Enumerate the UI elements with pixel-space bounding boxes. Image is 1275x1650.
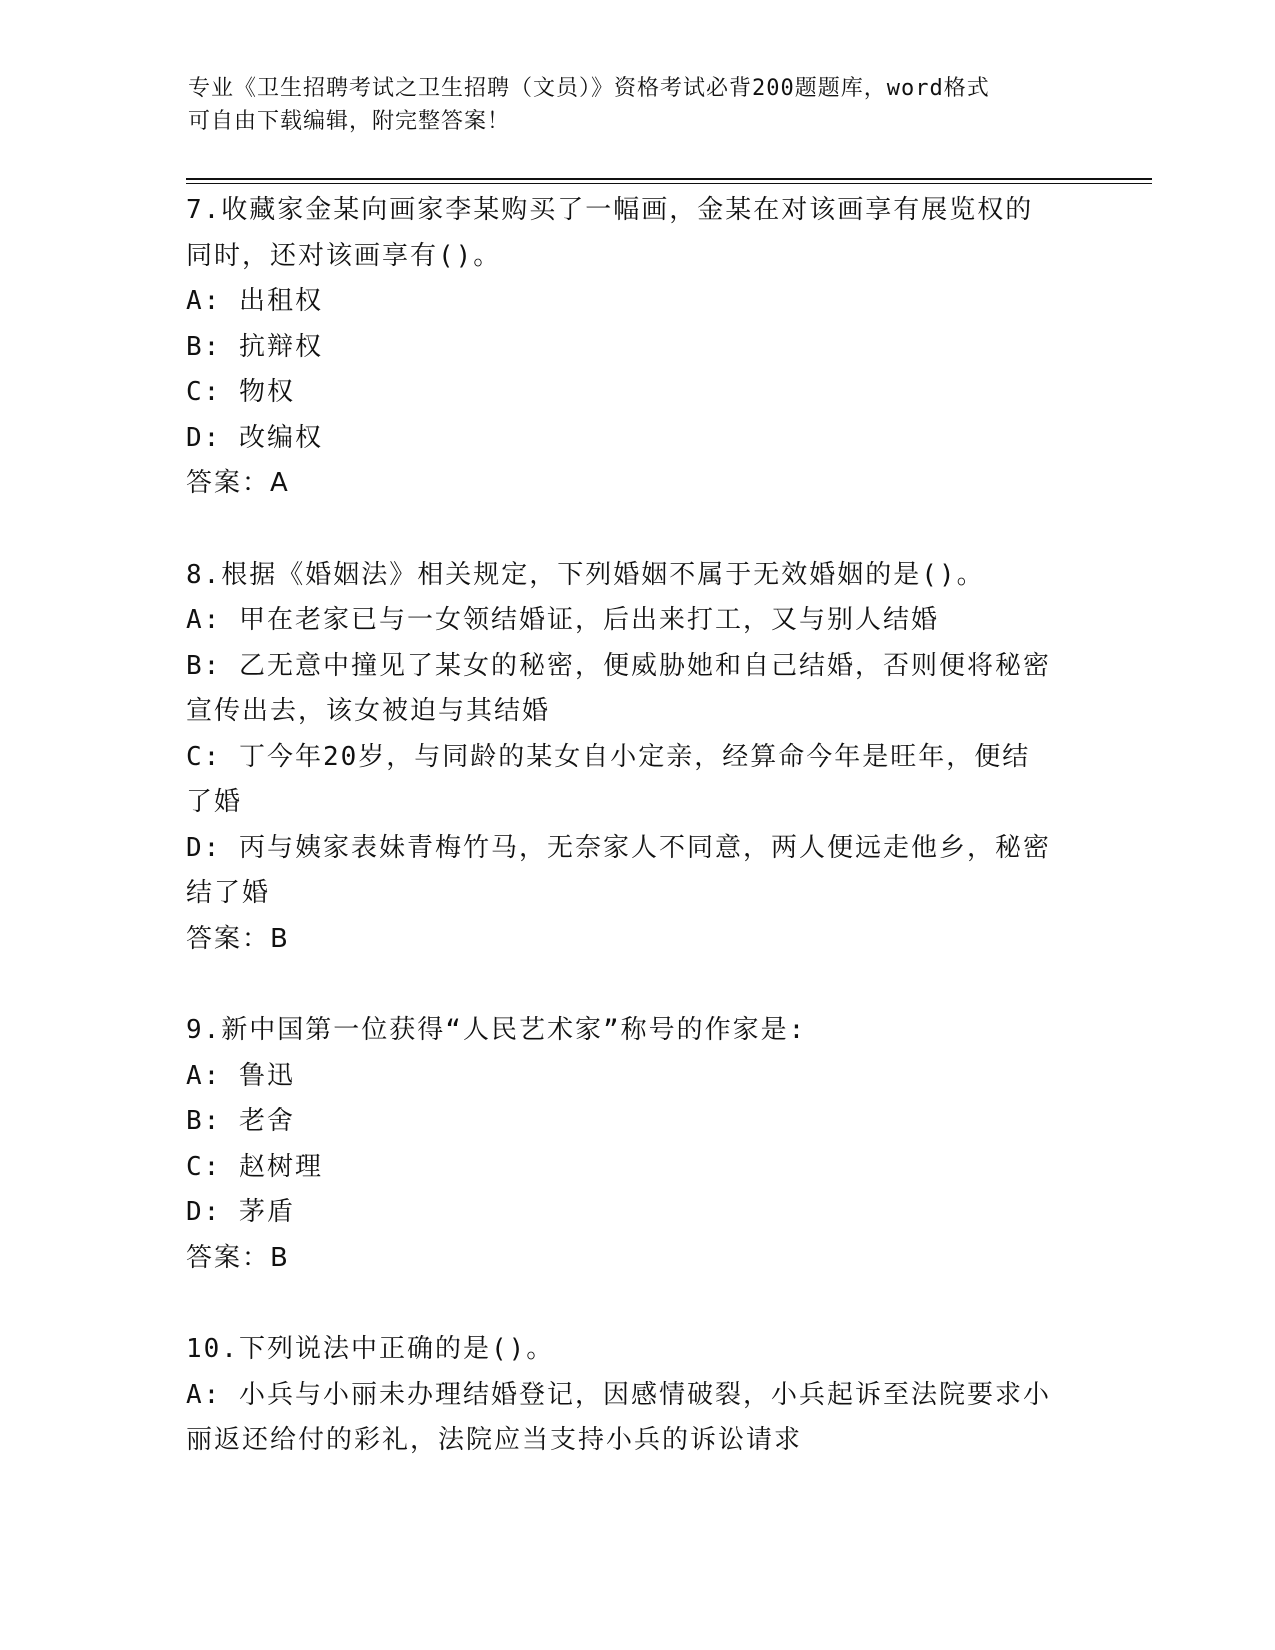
answer-option: A: 小兵与小丽未办理结婚登记，因感情破裂，小兵起诉至法院要求小 xyxy=(186,1379,1051,1410)
answer-option: B: 乙无意中撞见了某女的秘密，便威胁她和自己结婚，否则便将秘密 xyxy=(186,650,1051,681)
question-stem: 8.根据《婚姻法》相关规定，下列婚姻不属于无效婚姻的是()。 xyxy=(186,559,985,590)
answer-option: 宣传出去，该女被迫与其结婚 xyxy=(186,696,551,726)
question-block xyxy=(186,188,1086,507)
answer-option: 了婚 xyxy=(186,787,243,817)
answer-option: A: 鲁迅 xyxy=(186,1060,295,1091)
header-divider-thin xyxy=(186,183,1152,184)
question-stem: 10.下列说法中正确的是()。 xyxy=(186,1334,555,1364)
answer-key: 答案：A xyxy=(186,468,290,498)
answer-option: A: 甲在老家已与一女领结婚证，后出来打工，又与别人结婚 xyxy=(186,605,939,635)
answer-key: 答案：B xyxy=(186,1242,290,1273)
question-stem: 7.收藏家金某向画家李某购买了一幅画，金某在对该画享有展览权的 xyxy=(186,195,1034,225)
question-stem: 同时，还对该画享有()。 xyxy=(186,240,502,271)
question-block xyxy=(186,1327,1086,1464)
question-block xyxy=(186,1008,1086,1281)
answer-option: B: 老舍 xyxy=(186,1106,295,1136)
header-line-2: 可自由下载编辑，附完整答案！ xyxy=(188,109,511,134)
header-line-1: 专业《卫生招聘考试之卫生招聘（文员）》资格考试必背200题题库，word格式 xyxy=(188,76,990,101)
answer-option: C: 赵树理 xyxy=(186,1151,323,1182)
answer-option: B: 抗辩权 xyxy=(186,331,323,362)
document-header xyxy=(188,72,1068,138)
answer-option: C: 丁今年20岁，与同龄的某女自小定亲，经算命今年是旺年，便结 xyxy=(186,741,1031,772)
answer-option: D: 改编权 xyxy=(186,422,323,453)
header-divider-thick xyxy=(186,178,1152,180)
answer-option: C: 物权 xyxy=(186,377,295,407)
answer-option: 结了婚 xyxy=(186,878,271,908)
answer-option: D: 丙与姨家表妹青梅竹马，无奈家人不同意，两人便远走他乡，秘密 xyxy=(186,832,1051,863)
answer-option: A: 出租权 xyxy=(186,286,323,316)
answer-option: D: 茅盾 xyxy=(186,1197,295,1227)
question-block xyxy=(186,553,1086,963)
answer-option: 丽返还给付的彩礼，法院应当支持小兵的诉讼请求 xyxy=(186,1425,803,1455)
question-list xyxy=(186,188,1086,1510)
answer-key: 答案：B xyxy=(186,923,290,954)
question-stem: 9.新中国第一位获得“人民艺术家”称号的作家是: xyxy=(186,1015,807,1045)
